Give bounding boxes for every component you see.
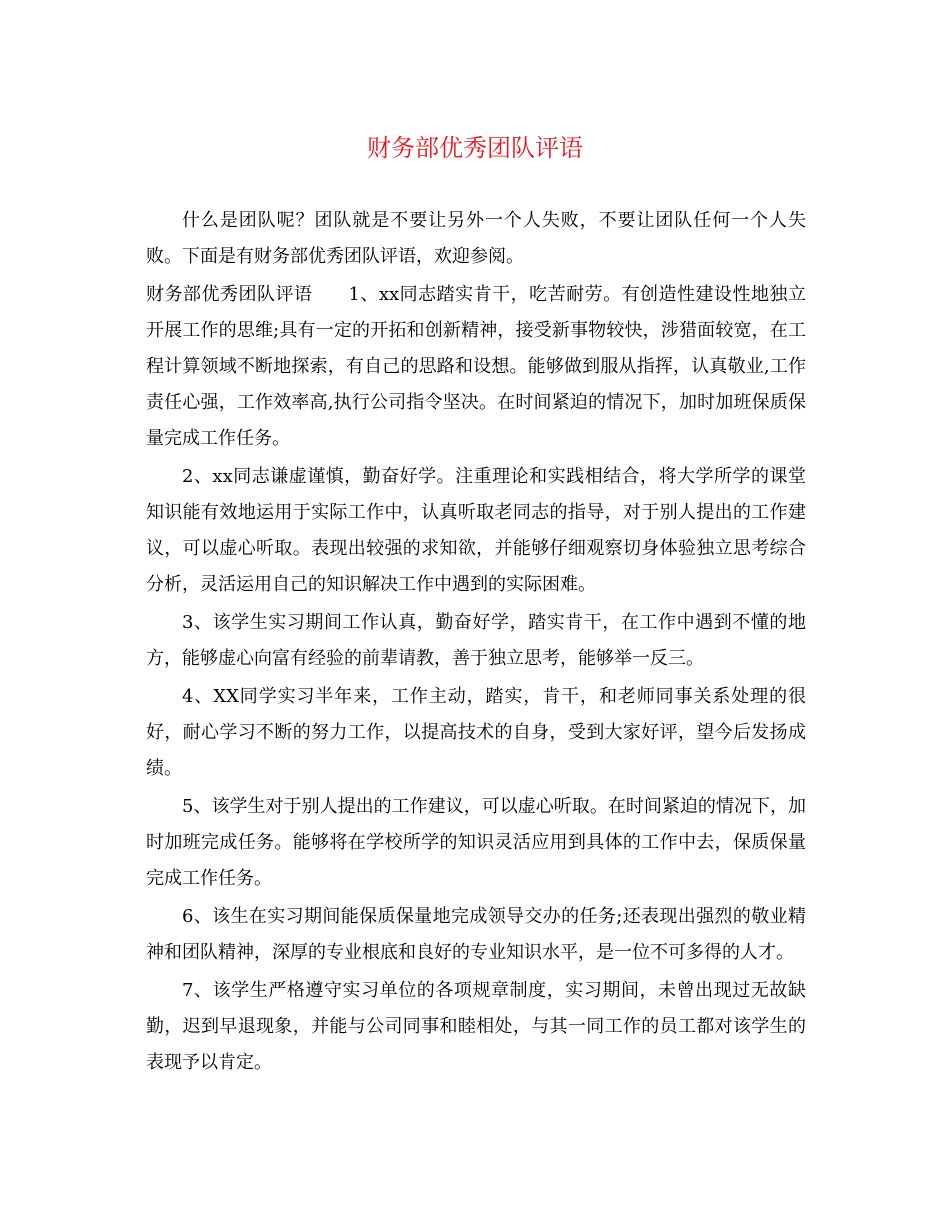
item-1-text: 1、xx同志踏实肯干，吃苦耐劳。有创造性建设性地独立开展工作的思维;具有一定的开拓和创新精神，接受新事物较快，涉猎面较宽，在工程计算领域不断地探索，有自己的思路和设想。能够做到服从指挥，认真敬业,工作责任心强，工作效率高,执行公司指令坚决。在时间紧迫的情况下，加时加班保质保量完成工作任务。 [146, 284, 806, 449]
intro-paragraph: 什么是团队呢？团队就是不要让另外一个人失败，不要让团队任何一个人失败。下面是有财务部优秀团队评语，欢迎参阅。 [146, 210, 806, 267]
document-title: 财务部优秀团队评语 [367, 134, 583, 162]
item-3-paragraph: 3、该学生实习期间工作认真，勤奋好学，踏实肯干，在工作中遇到不懂的地方，能够虚心向富有经验的前辈请教，善于独立思考，能够举一反三。 [146, 612, 806, 669]
item-2-paragraph: 2、xx同志谦虚谨慎，勤奋好学。注重理论和实践相结合，将大学所学的课堂知识能有效地运用于实际工作中，认真听取老同志的指导，对于别人提出的工作建议，可以虚心听取。表现出较强的求知欲，并能够仔细观察切身体验独立思考综合分析，灵活运用自己的知识解决工作中遇到的实际困难。 [146, 466, 806, 595]
document-body [146, 203, 806, 1083]
item-4-paragraph: 4、XX同学实习半年来，工作主动，踏实，肯干，和老师同事关系处理的很好，耐心学习不断的努力工作，以提高技术的自身，受到大家好评，望今后发扬成绩。 [146, 686, 806, 779]
section-label: 财务部优秀团队评语 [146, 284, 313, 305]
item-5-paragraph: 5、该学生对于别人提出的工作建议，可以虚心听取。在时间紧迫的情况下，加时加班完成任务。能够将在学校所学的知识灵活应用到具体的工作中去，保质保量完成工作任务。 [146, 796, 806, 889]
item-6-paragraph: 6、该生在实习期间能保质保量地完成领导交办的任务;还表现出强烈的敬业精神和团队精神，深厚的专业根底和良好的专业知识水平，是一位不可多得的人才。 [146, 906, 806, 963]
item-1-paragraph [146, 277, 806, 457]
item-7-paragraph: 7、该学生严格遵守实习单位的各项规章制度，实习期间，未曾出现过无故缺勤，迟到早退现象，并能与公司同事和睦相处，与其一同工作的员工都对该学生的表现予以肯定。 [146, 980, 806, 1073]
